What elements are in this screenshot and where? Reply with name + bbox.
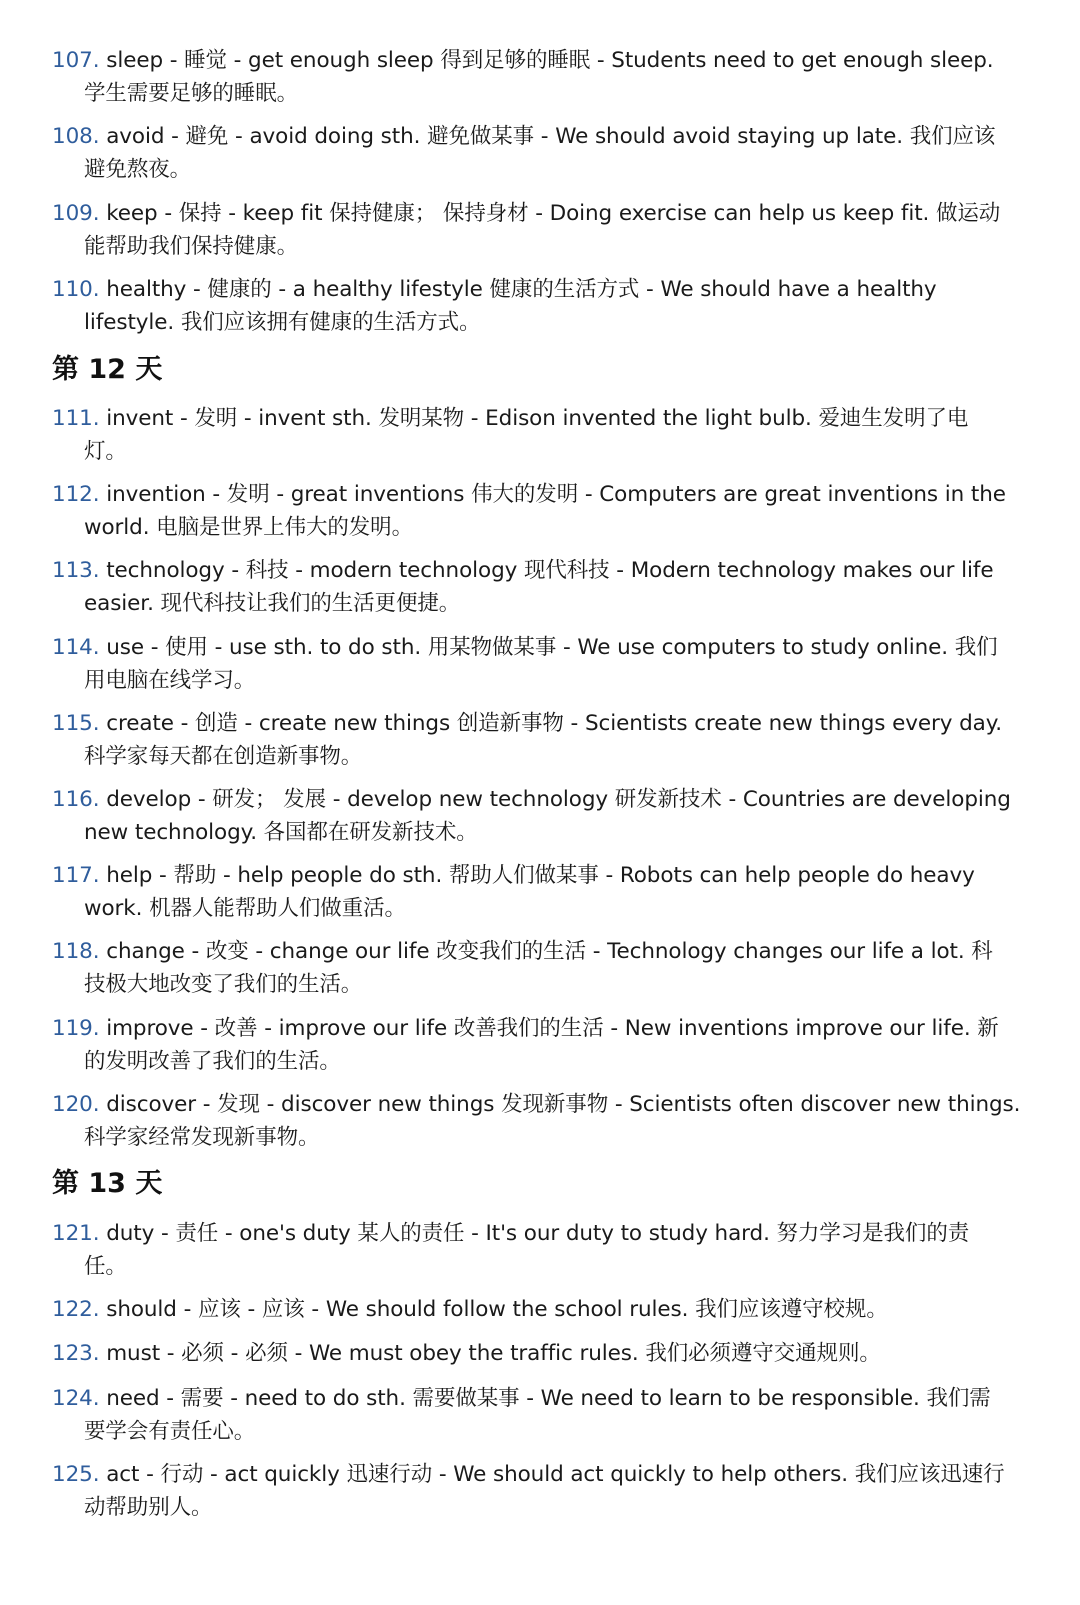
entry-line1: use - 使用 - use sth. to do sth. 用某物做某事 - We use computers to study online. 我们 [99,635,998,660]
vocab-entry-111 [52,402,1037,468]
entry-line2: 灯。 [84,439,127,464]
entry-line2: 学生需要足够的睡眠。 [84,81,299,106]
entry-line1: keep - 保持 - keep fit 保持健康； 保持身材 - Doing exercise can help us keep fit. 做运动 [99,201,1001,226]
entry-line2: world. 电脑是世界上伟大的发明。 [84,515,413,540]
entry-line1: help - 帮助 - help people do sth. 帮助人们做某事 - Robots can help people do heavy [99,863,975,888]
day-heading-13: 第 13 天 [52,1168,163,1199]
entry-line1: discover - 发现 - discover new things 发现新事物 - Scientists often discover new things. [99,1092,1021,1117]
entry-line1: invention - 发明 - great inventions 伟大的发明 - Computers are great inventions in the [99,482,1006,507]
entry-number: 115. [52,711,100,736]
entry-number: 117. [52,863,100,888]
entry-line1: act - 行动 - act quickly 迅速行动 - We should act quickly to help others. 我们应该迅速行 [99,1462,1005,1487]
vocab-entry-107 [52,44,1037,110]
entry-line2: new technology. 各国都在研发新技术。 [84,820,478,845]
vocab-entry-114 [52,631,1037,697]
vocab-entry-125 [52,1458,1037,1524]
vocab-entry-118 [52,935,1037,1001]
entry-line2: 要学会有责任心。 [84,1419,256,1444]
entry-number: 111. [52,406,100,431]
vocab-entry-112 [52,478,1037,544]
entry-line2: 科学家每天都在创造新事物。 [84,744,363,769]
entry-line1: improve - 改善 - improve our life 改善我们的生活 - New inventions improve our life. 新 [99,1016,999,1041]
entry-number: 112. [52,482,100,507]
vocab-entry-117 [52,859,1037,925]
entry-number: 114. [52,635,100,660]
entry-line1: must - 必须 - 必须 - We must obey the traffic rules. 我们必须遵守交通规则。 [99,1341,881,1366]
entry-line1: sleep - 睡觉 - get enough sleep 得到足够的睡眠 - Students need to get enough sleep. [99,48,994,73]
entry-number: 109. [52,201,100,226]
entry-line2: 技极大地改变了我们的生活。 [84,972,363,997]
vocab-entry-123 [52,1337,1037,1370]
vocab-entry-124 [52,1382,1037,1448]
entry-line2: 的发明改善了我们的生活。 [84,1049,341,1074]
entry-line1: should - 应该 - 应该 - We should follow the school rules. 我们应该遵守校规。 [99,1297,888,1322]
vocab-entry-122 [52,1293,1037,1326]
entry-line1: avoid - 避免 - avoid doing sth. 避免做某事 - We should avoid staying up late. 我们应该 [99,124,996,149]
vocab-entry-121 [52,1217,1037,1283]
entry-line1: technology - 科技 - modern technology 现代科技 - Modern technology makes our life [99,558,994,583]
day-heading-12: 第 12 天 [52,354,163,385]
vocab-entry-120 [52,1088,1037,1154]
entry-number: 120. [52,1092,100,1117]
vocab-entry-110 [52,273,1037,339]
vocab-entry-116 [52,783,1037,849]
entry-line2: lifestyle. 我们应该拥有健康的生活方式。 [84,310,481,335]
entry-number: 119. [52,1016,100,1041]
entry-number: 108. [52,124,100,149]
entry-line2: 用电脑在线学习。 [84,668,256,693]
entry-line2: 避免熬夜。 [84,157,192,182]
entry-number: 124. [52,1386,100,1411]
entry-line1: invent - 发明 - invent sth. 发明某物 - Edison invented the light bulb. 爱迪生发明了电 [99,406,969,431]
entry-number: 107. [52,48,100,73]
entry-line1: need - 需要 - need to do sth. 需要做某事 - We need to learn to be responsible. 我们需 [99,1386,991,1411]
entry-line2: work. 机器人能帮助人们做重活。 [84,896,406,921]
entry-number: 122. [52,1297,100,1322]
entry-number: 110. [52,277,100,302]
entry-number: 125. [52,1462,100,1487]
entry-line2: easier. 现代科技让我们的生活更便捷。 [84,591,461,616]
entry-line2: 科学家经常发现新事物。 [84,1125,320,1150]
entry-line1: healthy - 健康的 - a healthy lifestyle 健康的生活方式 - We should have a healthy [99,277,937,302]
entry-number: 116. [52,787,100,812]
entry-line1: change - 改变 - change our life 改变我们的生活 - Technology changes our life a lot. 科 [99,939,993,964]
entry-line2: 能帮助我们保持健康。 [84,234,299,259]
entry-line1: create - 创造 - create new things 创造新事物 - Scientists create new things every day. [99,711,1002,736]
entry-line1: develop - 研发； 发展 - develop new technology 研发新技术 - Countries are developing [99,787,1011,812]
vocab-entry-119 [52,1012,1037,1078]
entry-line1: duty - 责任 - one's duty 某人的责任 - It's our duty to study hard. 努力学习是我们的责 [99,1221,970,1246]
entry-number: 121. [52,1221,100,1246]
vocab-entry-109 [52,197,1037,263]
entry-number: 113. [52,558,100,583]
entry-number: 118. [52,939,100,964]
vocab-entry-115 [52,707,1037,773]
entry-line2: 动帮助别人。 [84,1495,213,1520]
entry-line2: 任。 [84,1254,127,1279]
vocab-entry-108 [52,120,1037,186]
entry-number: 123. [52,1341,100,1366]
vocab-entry-113 [52,554,1037,620]
